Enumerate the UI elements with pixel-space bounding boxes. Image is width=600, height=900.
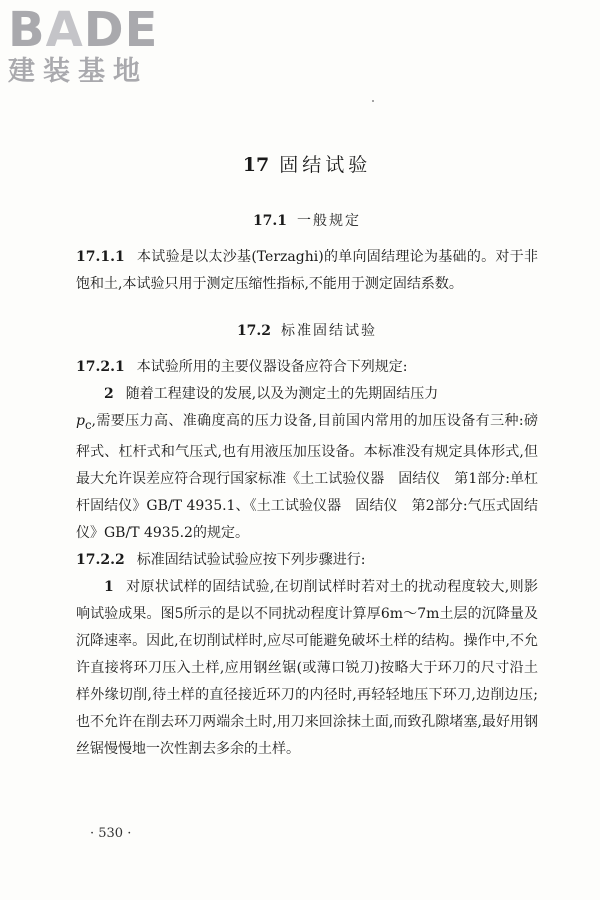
chapter-number: 17 — [242, 154, 270, 176]
section-heading-17-1 — [76, 210, 538, 230]
section-heading-17-2 — [76, 320, 538, 340]
clause-text: 本试验所用的主要仪器设备应符合下列规定: — [136, 359, 408, 375]
chapter-title-text: 固结试验 — [279, 154, 372, 176]
page-content — [76, 150, 538, 763]
site-logo — [8, 2, 178, 87]
item-text: 对原状试样的固结试验,在切削试样时若对土的扰动程度较大,则影响试验成果。图5所示的是以不同扰动程度计算厚6m～7m土层的沉降量及沉降速率。因此,在切削试样时,应尽可能避免破坏土样的结构。操作中,不允许直接将环刀压入土样,应用钢丝锯(或薄口锐刀)按略大于环刀的尺寸沿土样外缘切削,待土样的直径接近环刀的内径时,再轻轻地压下环刀,边削边压;也不允许在削去环刀两端余土时,用刀来回涂抹土面,而致孔隙堵塞,最好用钢丝锯慢慢地一次性割去多余的土样。 — [76, 578, 538, 757]
stray-dot — [372, 100, 374, 102]
clause-text: 本试验是以太沙基(Terzaghi)的单向固结理论为基础的。对于非饱和土,本试验只用于测定压缩性指标,不能用于测定固结系数。 — [76, 249, 538, 292]
clause-number: 17.2.2 — [76, 551, 125, 568]
item-text: ,需要压力高、准确度高的压力设备,目前国内常用的加压设备有三种:磅秤式、杠杆式和气压式,也有用液压加压设备。本标准没有规定具体形式,但最大允许误差应符合现行国家标准《土工试验仪器 固结仪 第1部分:单杠杆固结仪》GB/T 4935.1、《土工试验仪器 固结仪 第2部分:气压式固结仪》GB/T 4935.2的规定。 — [76, 413, 538, 541]
section-number: 17.1 — [252, 213, 288, 229]
page-number: · 530 · — [90, 826, 132, 841]
chapter-title — [76, 150, 538, 177]
clause-17-1-1 — [76, 244, 538, 298]
clause-17-2-1 — [76, 354, 538, 381]
section-title-text: 一般规定 — [297, 213, 362, 229]
clause-17-2-2 — [76, 547, 538, 574]
item-text: 随着工程建设的发展,以及为测定土的先期固结压力 — [125, 386, 439, 402]
item-1 — [76, 574, 538, 763]
section-title-text: 标准固结试验 — [281, 323, 378, 339]
item-number: 2 — [104, 386, 114, 402]
item-number: 1 — [104, 578, 114, 595]
pressure-symbol: p — [76, 413, 85, 429]
clause-number: 17.2.1 — [76, 359, 125, 375]
logo-subtitle: 建装基地 — [8, 56, 148, 87]
section-number: 17.2 — [236, 323, 272, 339]
logo-wordmark: BADE — [8, 2, 159, 58]
clause-number: 17.1.1 — [76, 249, 125, 265]
pressure-subscript: c — [84, 417, 92, 432]
item-2 — [76, 381, 538, 547]
clause-text: 标准固结试验试验应按下列步骤进行: — [136, 551, 366, 568]
